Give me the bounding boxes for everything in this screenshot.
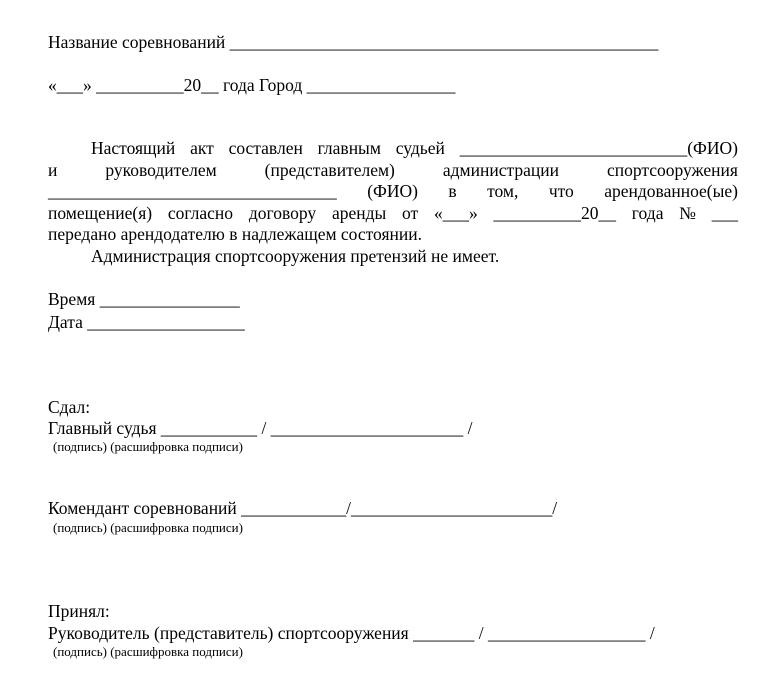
chief-judge-signature-line: Главный судья ___________ / ______________________ / xyxy=(48,418,473,438)
time-line: Время ________________ xyxy=(48,289,240,309)
date-city-line: «___» __________20__ года Город _________________ xyxy=(48,75,456,95)
act-row-2: и руководителем (представителем) администрации спортсооружения xyxy=(48,159,738,180)
act-paragraph xyxy=(48,138,738,267)
claims-line: Администрация спортсооружения претензий не имеет. xyxy=(91,245,500,266)
commandant-caption: (подпись) (расшифровка подписи) xyxy=(53,520,243,535)
chief-judge-caption: (подпись) (расшифровка подписи) xyxy=(53,439,243,454)
act-row-4: помещение(я) согласно договору аренды от «___» __________20__ года № ___ xyxy=(48,202,738,223)
handed-over-title: Сдал: xyxy=(48,397,91,417)
act-row-1: Настоящий акт составлен главным судьей __________________________(ФИО) xyxy=(91,138,738,158)
competition-name-line: Название соревнований _________________________________________________ xyxy=(48,32,659,52)
facility-head-signature-line: Руководитель (представитель) спортсооружения _______ / __________________ / xyxy=(48,623,655,643)
act-row-5: передано арендодателю в надлежащем состоянии. xyxy=(48,224,422,244)
accepted-title: Принял: xyxy=(48,601,110,621)
act-row-3: _________________________________ (ФИО) в том, что арендованное(ые) xyxy=(48,181,738,201)
facility-head-caption: (подпись) (расшифровка подписи) xyxy=(53,644,243,659)
date-line: Дата __________________ xyxy=(48,312,245,332)
commandant-signature-line: Комендант соревнований ____________/_______________________/ xyxy=(48,498,558,518)
